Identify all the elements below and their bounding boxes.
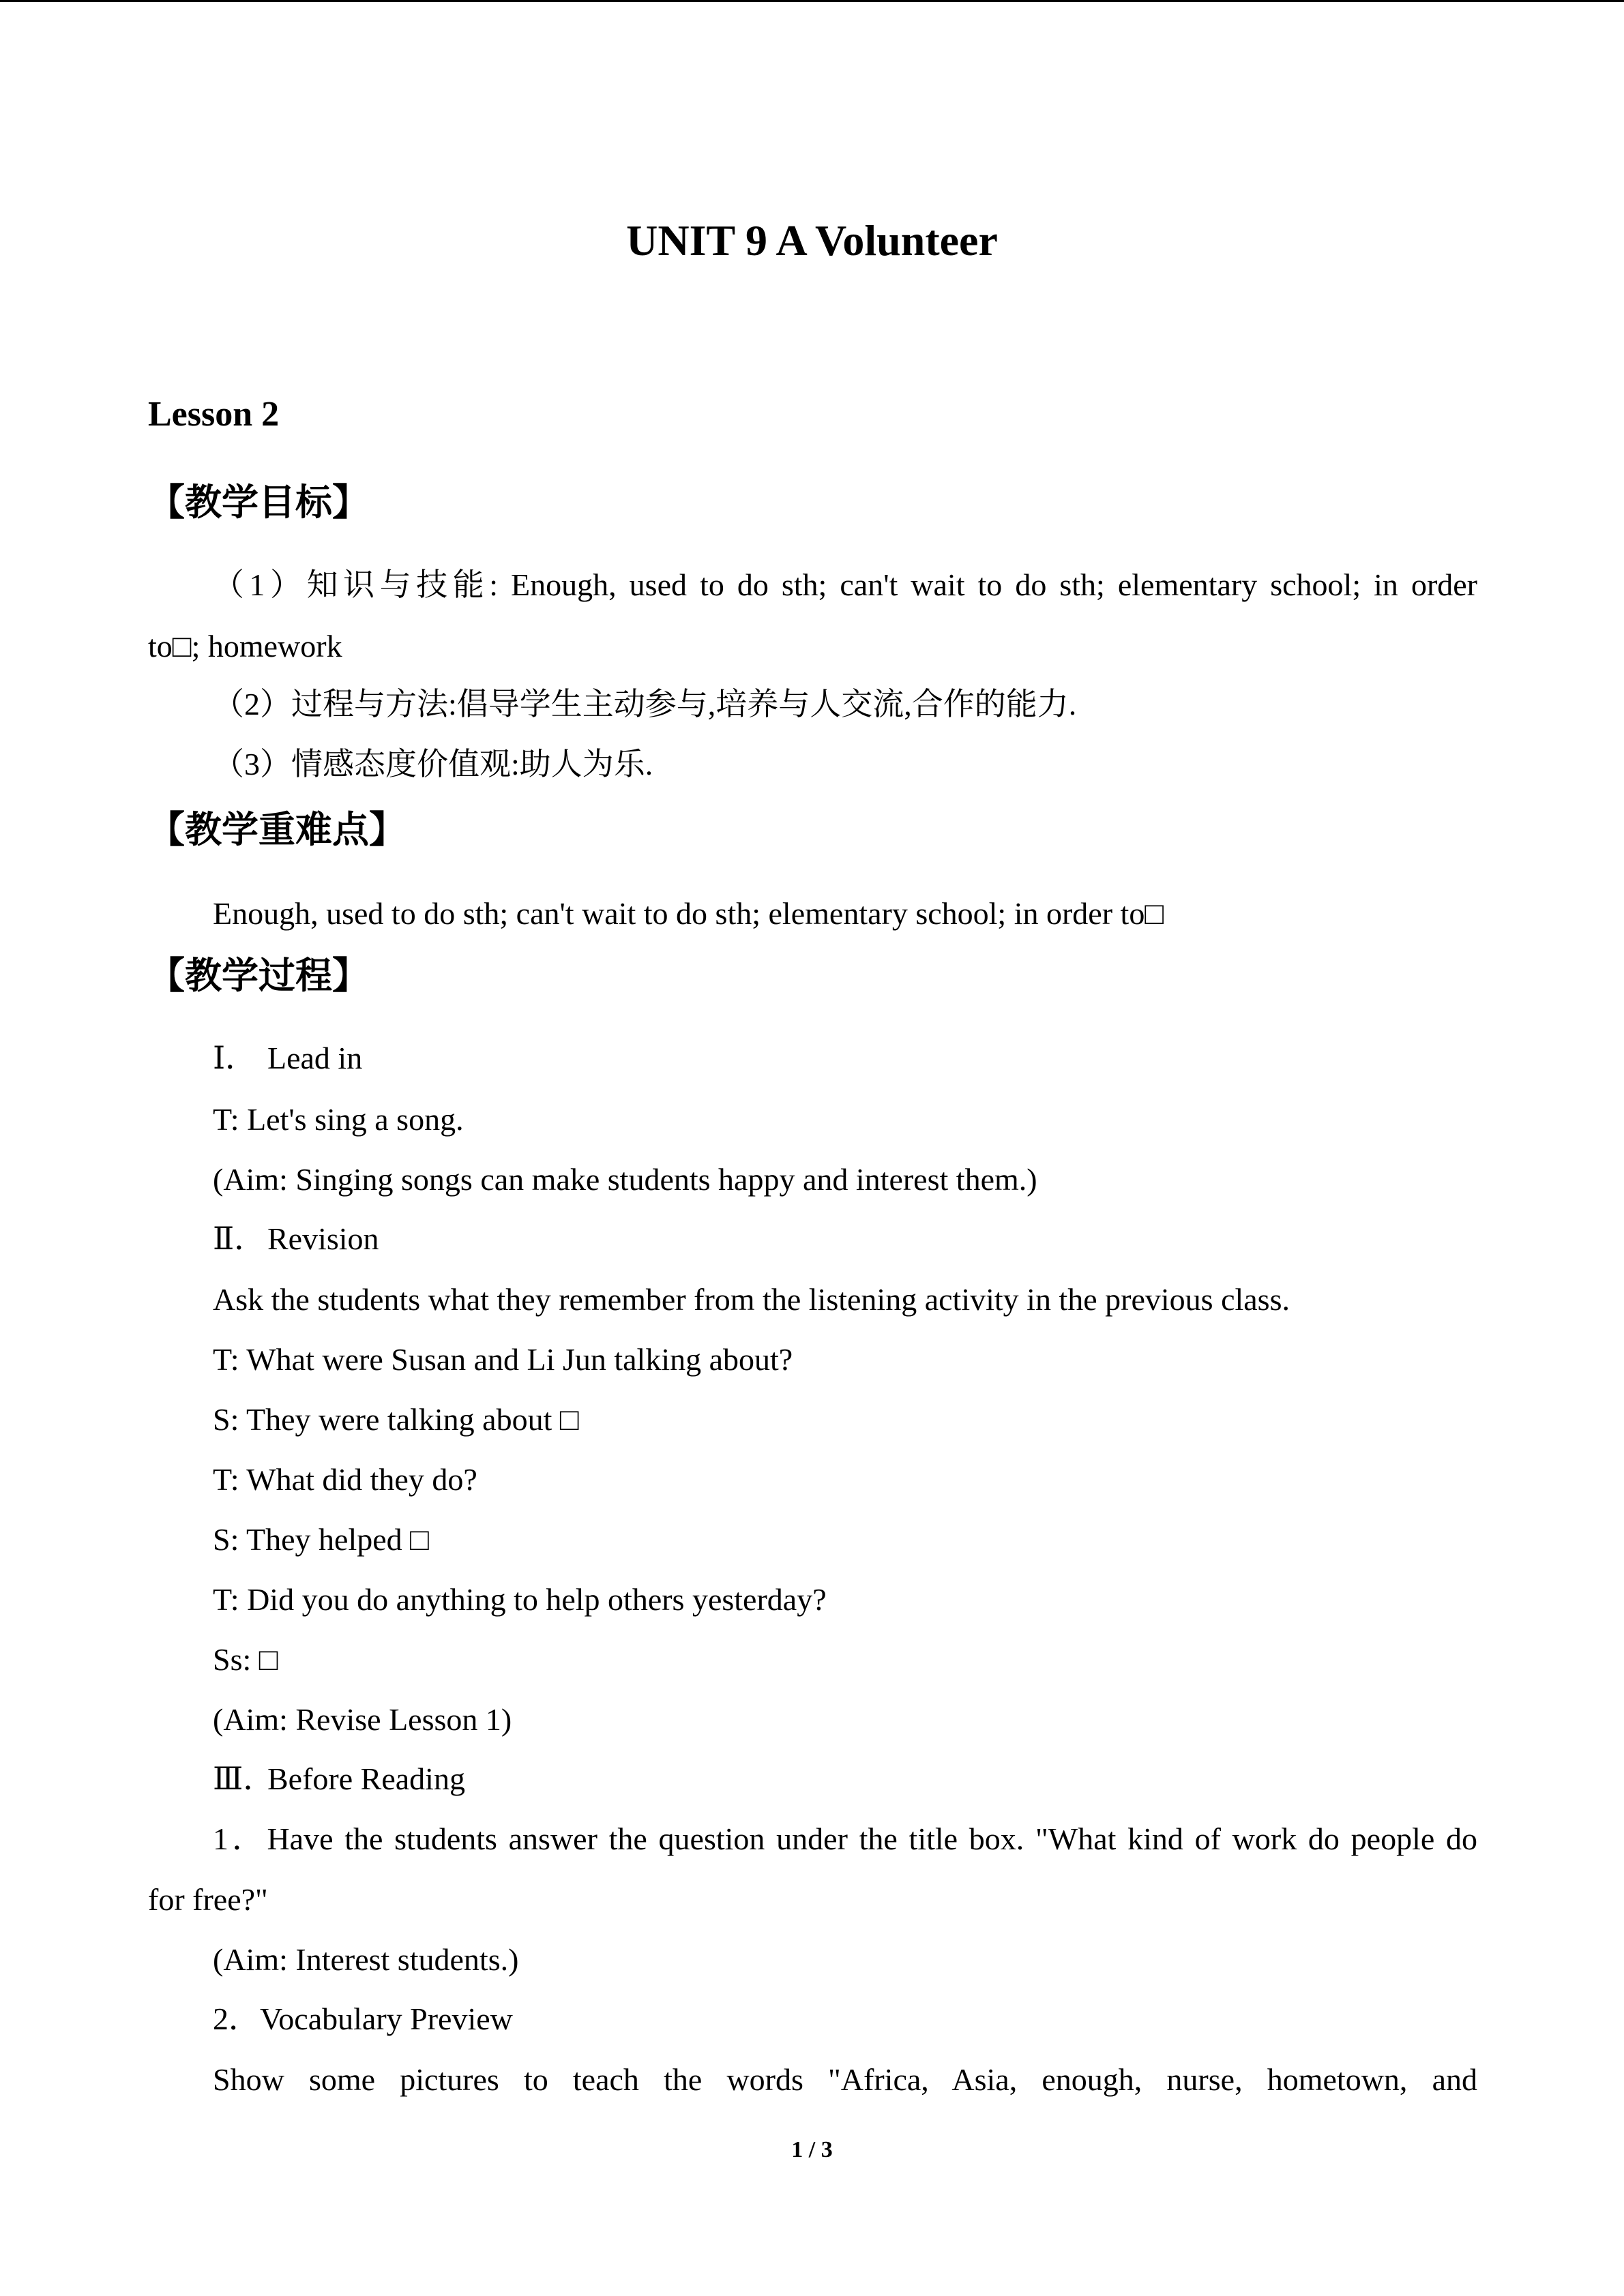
step-3-heading — [213, 1758, 465, 1800]
page-title: UNIT 9 A Volunteer — [626, 216, 998, 265]
step-2-line-4: T: What did they do? — [213, 1462, 477, 1497]
step-2-numeral: Ⅱ． — [213, 1221, 266, 1256]
keypoints-text: Enough, used to do sth; can't wait to do sth; elementary school; in order to□ — [213, 896, 1164, 931]
objective-3: （3）情感态度价值观:助人为乐. — [213, 747, 653, 781]
step-1-aim: (Aim: Singing songs can make students happy and interest them.) — [213, 1162, 1037, 1197]
step-2-line-6: T: Did you do anything to help others yesterday? — [213, 1582, 827, 1617]
step-3-item-1-line-2: for free?" — [148, 1882, 268, 1917]
step-2-line-5: S: They helped □ — [213, 1522, 429, 1557]
step-2-title: Revision — [267, 1221, 379, 1256]
step-3-item-2: 2．Vocabulary Preview — [213, 2001, 513, 2036]
step-1-numeral: Ⅰ． — [213, 1041, 257, 1075]
step-2-line-2: T: What were Susan and Li Jun talking about? — [213, 1342, 793, 1377]
keypoints-heading: 【教学重难点】 — [148, 808, 406, 851]
step-2-line-1: Ask the students what they remember from the listening activity in the previous class. — [213, 1282, 1290, 1317]
step-2-line-7: Ss: □ — [213, 1642, 278, 1677]
objectives-heading: 【教学目标】 — [148, 481, 369, 524]
step-2-heading — [213, 1218, 379, 1260]
step-3-item-1-line-1: 1．Have the students answer the question under the title box. "What kind of work do people do — [213, 1821, 1477, 1856]
step-3-item-1-aim: (Aim: Interest students.) — [213, 1942, 519, 1977]
objective-1-line-1: （1）知识与技能: Enough, used to do sth; can't wait to do sth; elementary school; in order — [213, 567, 1477, 602]
step-1-title: Lead in — [267, 1041, 363, 1075]
objective-1-line-2: to□; homework — [148, 629, 342, 664]
step-3-numeral: Ⅲ． — [213, 1761, 275, 1796]
step-2-aim: (Aim: Revise Lesson 1) — [213, 1702, 512, 1737]
step-3-item-2-line-1: Show some pictures to teach the words "Africa, Asia, enough, nurse, hometown, and — [213, 2062, 1477, 2097]
step-1-heading — [213, 1037, 362, 1079]
page-number: 1 / 3 — [791, 2137, 833, 2162]
step-3-title: Before Reading — [267, 1761, 465, 1796]
lesson-heading: Lesson 2 — [148, 395, 280, 434]
objective-2: （2）过程与方法:倡导学生主动参与,培养与人交流,合作的能力. — [213, 687, 1077, 721]
step-2-line-3: S: They were talking about □ — [213, 1402, 579, 1437]
process-heading: 【教学过程】 — [148, 954, 369, 997]
step-1-line-1: T: Let's sing a song. — [213, 1102, 464, 1137]
